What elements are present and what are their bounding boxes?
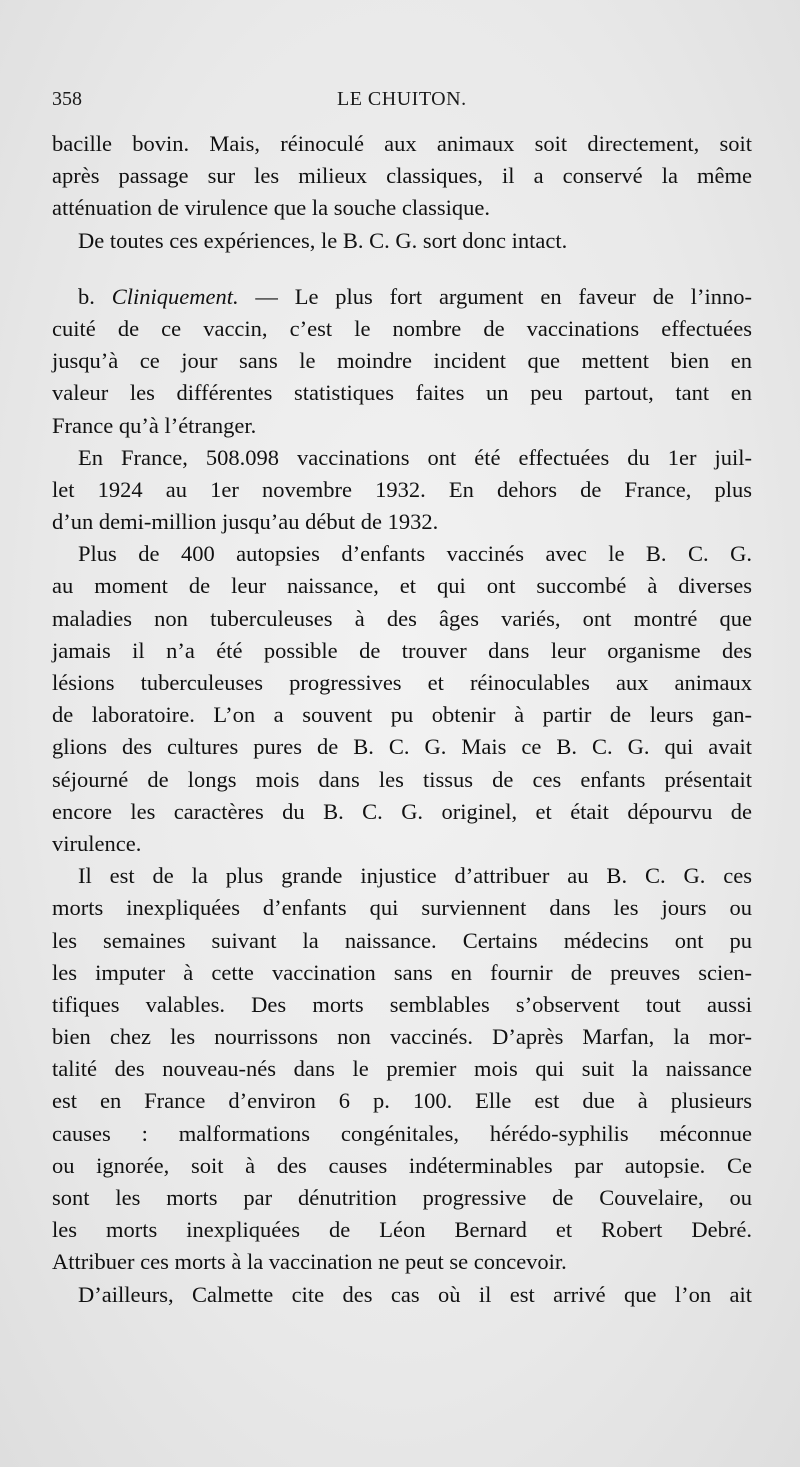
running-head	[52, 88, 752, 118]
text-line: de laboratoire. L’on a souvent pu obtenir à partir de leurs gan-	[52, 702, 752, 728]
text-line: En France, 508.098 vaccinations ont été effectuées du 1er juil-	[78, 444, 752, 470]
section-letter: b.	[78, 283, 112, 309]
text-line: est en France d’environ 6 p. 100. Elle est due à plusieurs	[52, 1088, 752, 1114]
text-line: valeur les différentes statistiques faites un peu partout, tant en	[52, 380, 752, 406]
text-line: maladies non tuberculeuses à des âges variés, ont montré que	[52, 605, 752, 631]
text-line: bien chez les nourrissons non vaccinés. D’après Marfan, la mor-	[52, 1024, 752, 1050]
text-line: lésions tuberculeuses progressives et réinoculables aux animaux	[52, 670, 752, 695]
text-line: D’ailleurs, Calmette cite des cas où il est arrivé que l’on ait	[78, 1281, 752, 1307]
text-line: séjourné de longs mois dans les tissus de ces enfants présentait	[52, 766, 752, 792]
body-text	[52, 128, 752, 1311]
text-line: atténuation de virulence que la souche classique.	[52, 195, 490, 221]
running-title: LE CHUITON.	[337, 88, 467, 110]
text-line: les imputer à cette vaccination sans en fournir de preuves scien-	[52, 959, 752, 985]
text-line: cuité de ce vaccin, c’est le nombre de vaccinations effectuées	[52, 315, 752, 341]
text-line: encore les caractères du B. C. G. originel, et était dépourvu de	[52, 798, 752, 824]
text-line: De toutes ces expériences, le B. C. G. sort donc intact.	[78, 227, 568, 253]
text-line: tifiques valables. Des morts semblables s’observent tout aussi	[52, 991, 752, 1017]
text-segment: — Le plus fort argument en faveur de l’inno-	[238, 283, 753, 309]
text-line: d’un demi-million jusqu’au début de 1932.	[52, 509, 439, 535]
text-line: causes : malformations congénitales, hérédo-syphilis méconnue	[52, 1120, 752, 1146]
page-number: 358	[52, 88, 82, 110]
text-line: après passage sur les milieux classiques, il a conservé la même	[52, 163, 752, 189]
text-line: France qu’à l’étranger.	[52, 412, 257, 438]
text-line: ou ignorée, soit à des causes indéterminables par autopsie. Ce	[52, 1152, 752, 1178]
text-line: jusqu’à ce jour sans le moindre incident que mettent bien en	[52, 348, 752, 374]
text-line: au moment de leur naissance, et qui ont succombé à diverses	[52, 573, 752, 599]
section-heading: Cliniquement.	[111, 283, 239, 309]
text-line: talité des nouveau-nés dans le premier mois qui suit la naissance	[52, 1056, 752, 1082]
text-line: virulence.	[52, 830, 142, 856]
text-line: les morts inexpliquées de Léon Bernard et Robert Debré.	[52, 1217, 752, 1243]
text-line: bacille bovin. Mais, réinoculé aux animaux soit directement, soit	[52, 131, 752, 156]
paragraph-gap	[52, 257, 752, 281]
text-line: morts inexpliquées d’enfants qui surviennent dans les jours ou	[52, 895, 752, 921]
text-line: Il est de la plus grande injustice d’attribuer au B. C. G. ces	[78, 863, 752, 889]
text-line: les semaines suivant la naissance. Certains médecins ont pu	[52, 927, 752, 953]
text-line	[52, 281, 752, 313]
text-line: sont les morts par dénutrition progressive de Couvelaire, ou	[52, 1185, 752, 1210]
text-line: jamais il n’a été possible de trouver dans leur organisme des	[52, 637, 752, 663]
text-line: Plus de 400 autopsies d’enfants vaccinés avec le B. C. G.	[78, 541, 752, 567]
text-line: Attribuer ces morts à la vaccination ne peut se concevoir.	[52, 1249, 567, 1275]
text-line: glions des cultures pures de B. C. G. Mais ce B. C. G. qui avait	[52, 734, 752, 760]
text-line: let 1924 au 1er novembre 1932. En dehors de France, plus	[52, 476, 752, 502]
